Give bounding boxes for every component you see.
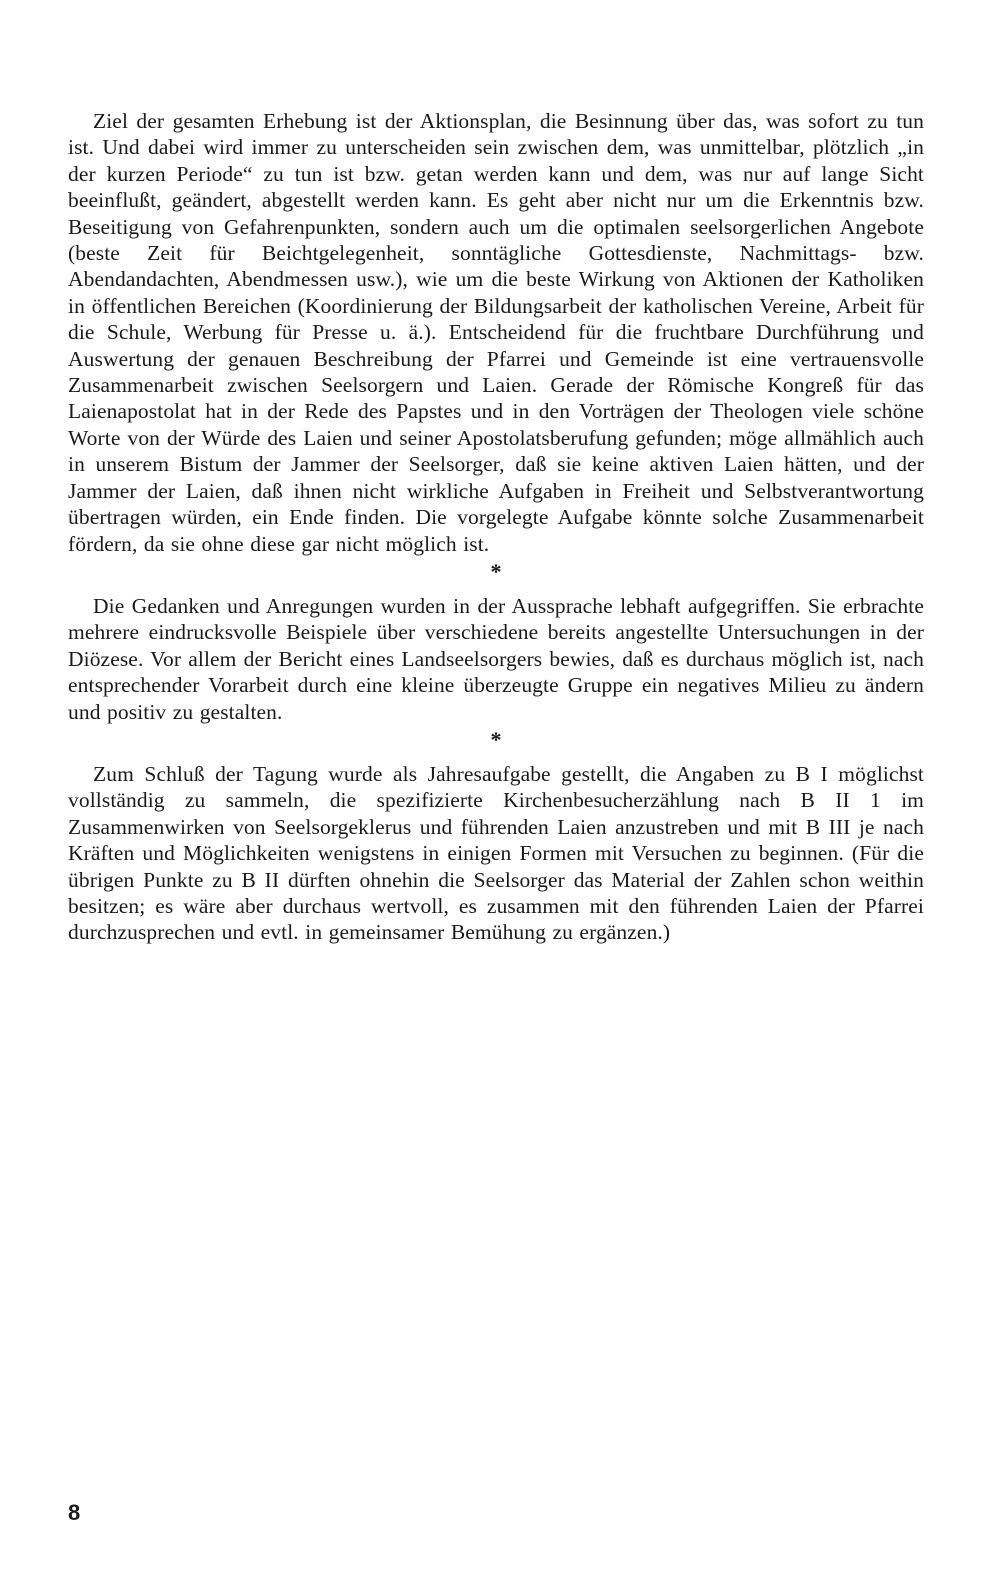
section-separator-2: * <box>490 726 502 752</box>
page-number: 8 <box>68 1500 81 1525</box>
paragraph-discussion: Die Gedanken und Anregungen wurden in der Aussprache lebhaft aufgegriffen. Sie erbrachte mehrere eindrucksvolle Beispiele über verschiedene bereits angestellte Untersuchungen in der Diözese. Vor allem der Bericht eines Landseelsorgers bewies, daß es durchaus möglich ist, nach entsprechender Vorarbeit durch eine kleine überzeugte Gruppe ein negatives Milieu zu ändern und positiv zu gestalten. <box>68 593 924 724</box>
document-page <box>68 108 924 946</box>
paragraph-action-plan: Ziel der gesamten Erhebung ist der Aktionsplan, die Besinnung über das, was sofort zu tun ist. Und dabei wird immer zu unterscheiden sein zwischen dem, was unmittelbar, plötzlich „in der kurzen Periode“ zu tun ist bzw. getan werden kann und dem, was nur auf lange Sicht beeinflußt, geändert, abgestellt werden kann. Es geht aber nicht nur um die Erkenntnis bzw. Beseitigung von Gefahrenpunkten, sondern auch um die optimalen seelsorgerlichen Angebote (beste Zeit für Beichtgelegenheit, sonntägliche Gottesdienste, Nachmittags- bzw. Abendandachten, Abendmessen usw.), wie um die beste Wirkung von Aktionen der Katholiken in öffentlichen Bereichen (Koordinierung der Bildungsarbeit der katholischen Vereine, Arbeit für die Schule, Werbung für Presse u. ä.). Entscheidend für die fruchtbare Durchführung und Auswertung der genauen Beschreibung der Pfarrei und Gemeinde ist eine vertrauensvolle Zusammenarbeit zwischen Seelsorgern und Laien. Gerade der Römische Kongreß für das Laienapostolat hat in der Rede des Papstes und in den Vorträgen der Theologen viele schöne Worte von der Würde des Laien und seiner Apostolatsberufung gefunden; möge allmählich auch in unserem Bistum der Jammer der Seelsorger, daß sie keine aktiven Laien hätten, und der Jammer der Laien, daß ihnen nicht wirkliche Aufgaben in Freiheit und Selbstverantwortung übertragen würden, ein Ende finden. Die vorgelegte Aufgabe könnte solche Zusammenarbeit fördern, da sie ohne diese gar nicht möglich ist. <box>68 109 924 556</box>
section-separator-1: * <box>490 558 502 584</box>
paragraph-annual-task: Zum Schluß der Tagung wurde als Jahresaufgabe gestellt, die Angaben zu B I möglichst vollständig zu sammeln, die spezifizierte Kirchenbesucherzählung nach B II 1 im Zusammenwirken von Seelsorgeklerus und führenden Laien anzustreben und mit B III je nach Kräften und Möglichkeiten wenigstens in einigen Formen mit Versuchen zu beginnen. (Für die übrigen Punkte zu B II dürften ohnehin die Seelsorger das Material der Zahlen schon weithin besitzen; es wäre aber durchaus wertvoll, es zusammen mit den führenden Laien der Pfarrei durchzusprechen und evtl. in gemeinsamer Bemühung zu ergänzen.) <box>68 761 924 945</box>
